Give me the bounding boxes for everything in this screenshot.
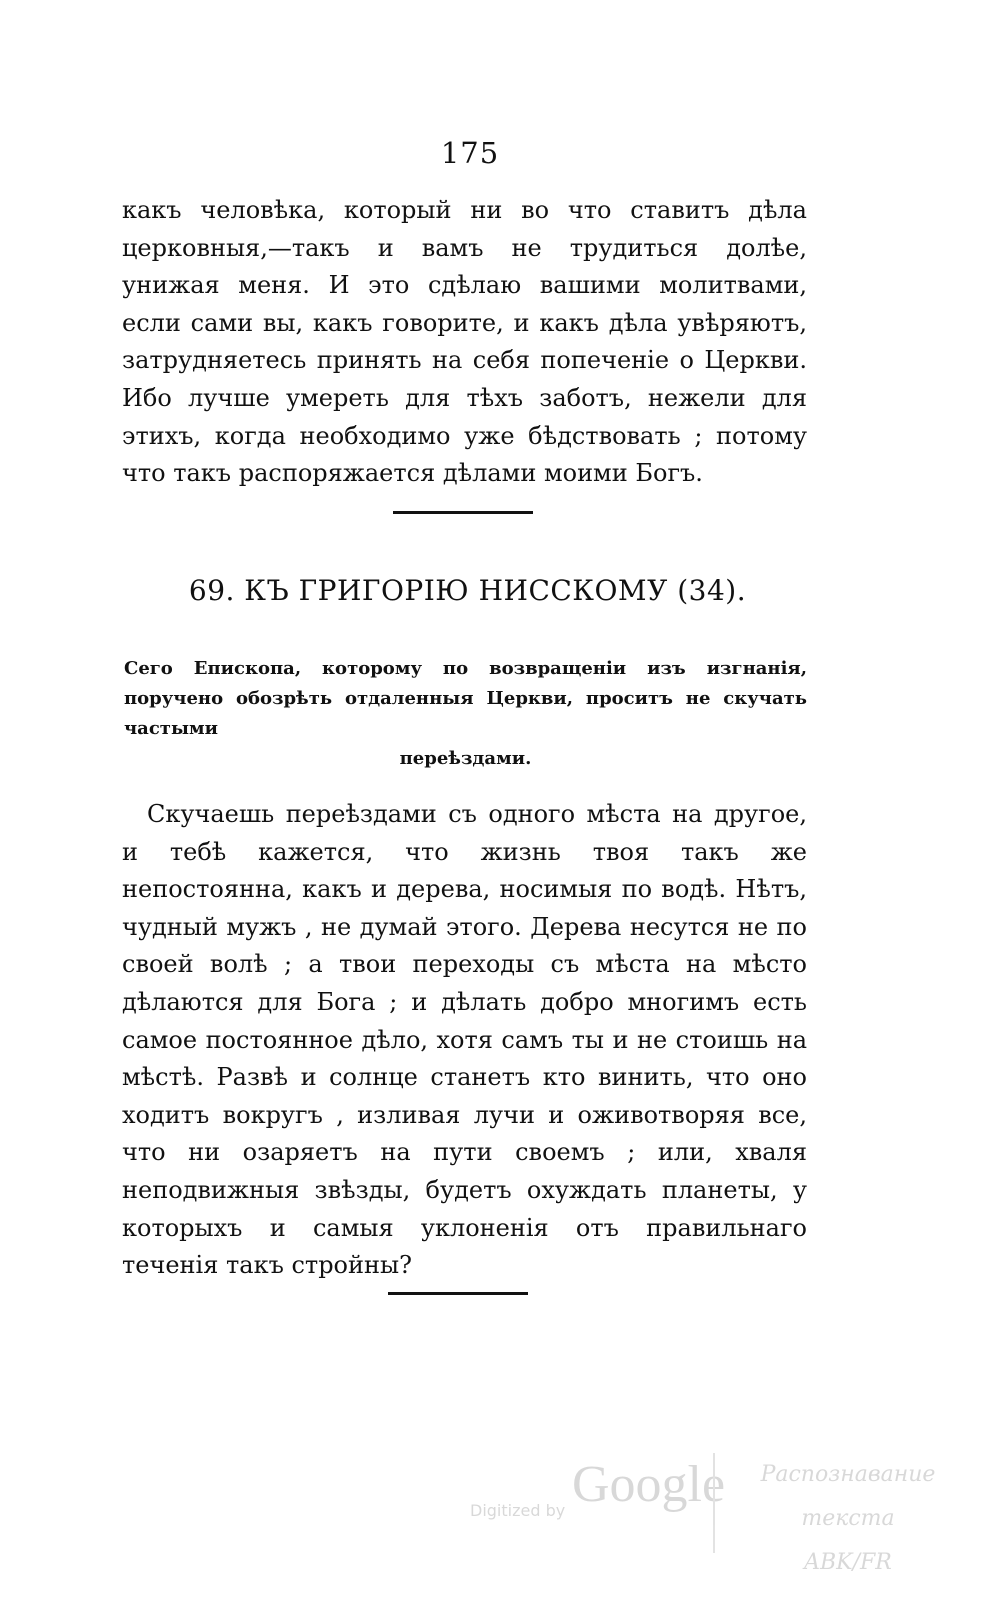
page-number: 175 (440, 136, 500, 170)
letter-body: Скучаешь переѣздами съ одного мѣста на другое, и тебѣ кажется, что жизнь твоя такъ же непостоянна, какъ и дерева, носимыя по водѣ. Нѣтъ, чудный мужъ , не думай этого. Дерева несутся не по своей волѣ ; а твои переходы съ мѣста на мѣсто дѣлаются для Бога ; и дѣлать добро многимъ есть самое постоянное дѣло, хотя самъ ты и не стоишь на мѣстѣ. Развѣ и солнце станетъ кто винить, что оно ходитъ вокругъ , изливая лучи и оживотворяя все, что ни озаряетъ на пути своемъ ; или, хваля неподвижныя звѣзды, будетъ охуждать планеты, у которыхъ и самыя уклоненія отъ правильнаго теченія такъ стройны? (122, 800, 807, 1280)
continuation-paragraph: какъ человѣка, который ни во что ставитъ дѣла церковныя,—такъ и вамъ не трудиться долѣе, унижая меня. И это сдѣлаю вашими молитвами, если сами вы, какъ говорите, и какъ дѣла увѣряютъ, затрудняетесь принять на себя попеченіе о Церкви. Ибо лучше умереть для тѣхъ заботъ, нежели для этихъ, когда необходимо уже бѣдствовать ; потому что такъ распоряжается дѣлами моими Богъ. (122, 196, 807, 488)
ocr-credit-line2: ABK/FR (804, 1550, 892, 1575)
ocr-credit (723, 1453, 973, 1585)
watermark-separator (713, 1453, 715, 1553)
section-divider-bottom (388, 1292, 528, 1295)
section-divider-top (393, 511, 533, 514)
digitized-by-label: Digitized by (470, 1501, 566, 1520)
google-logo: Google (572, 1456, 726, 1513)
letter-summary (124, 654, 807, 774)
letter-heading: 69. КЪ ГРИГОРІЮ НИССКОМУ (34). (188, 574, 747, 607)
digitization-watermark (470, 1445, 990, 1575)
letter-summary-main: Сего Епископа, которому по возвращеніи изъ изгнанія, поручено обозрѣть отдаленныя Церкви, проситъ не скучать частыми (124, 658, 807, 739)
letter-summary-last: переѣздами. (399, 748, 532, 769)
ocr-credit-line1: Распознавание текста (760, 1462, 936, 1531)
